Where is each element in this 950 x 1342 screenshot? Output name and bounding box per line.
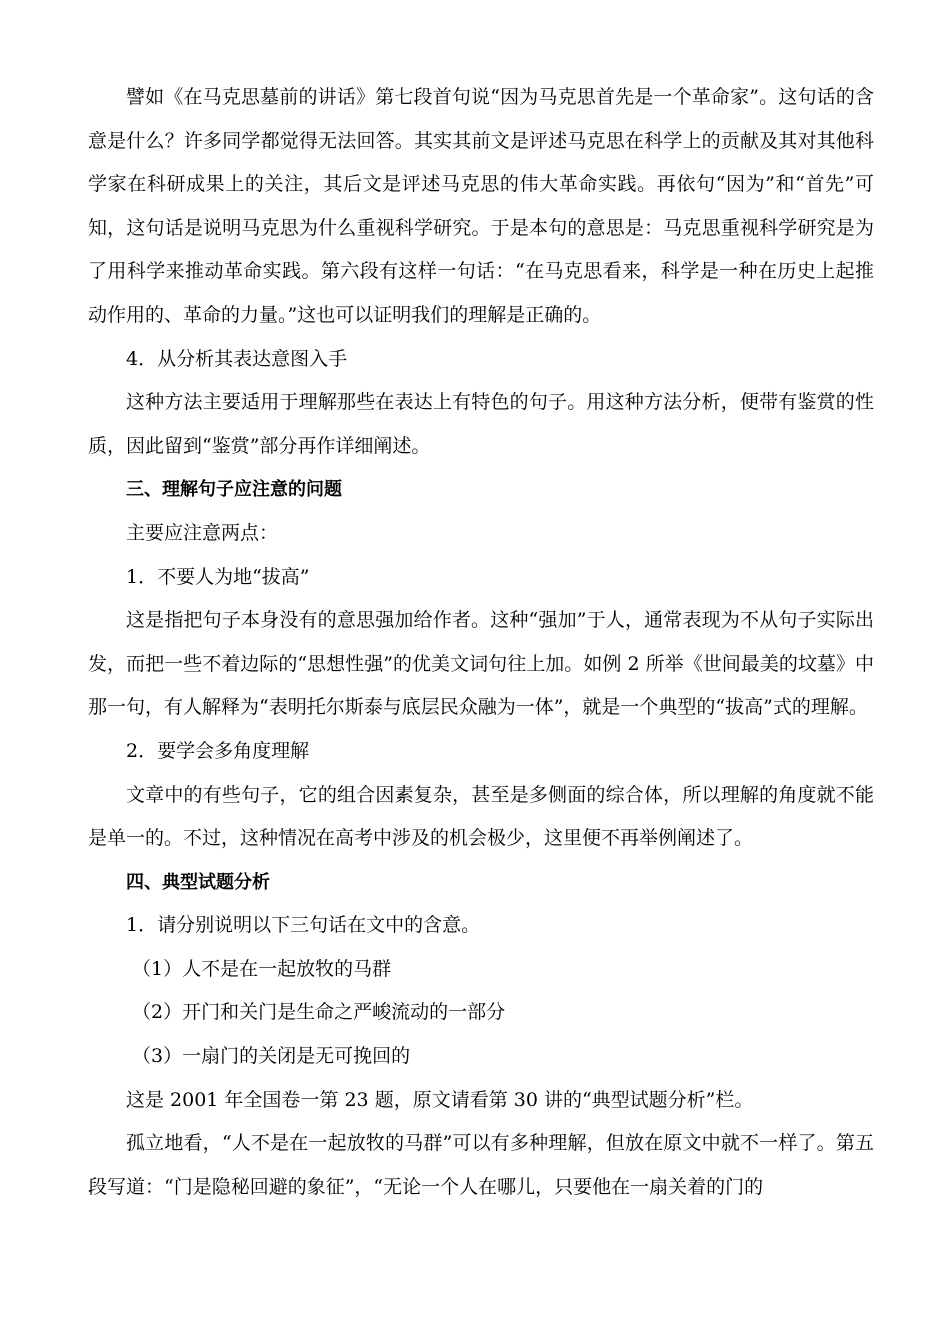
document-page: [88, 76, 874, 1209]
paragraph-multi-angle: 文章中的有些句子，它的组合因素复杂，甚至是多侧面的综合体，所以理解的角度就不能是单一的。不过，这种情况在高考中涉及的机会极少，这里便不再举例阐述了。: [88, 783, 874, 850]
subheading-multi-angle: 2．要学会多角度理解: [126, 739, 310, 762]
paragraph-marx-example: 譬如《在马克思墓前的讲话》第七段首句说“因为马克思首先是一个革命家”。这句话的含意是什么？许多同学都觉得无法回答。其实其前文是评述马克思在科学上的贡献及其对其他科学家在科研成果上的关注，其后文是评述马克思的伟大革命实践。再依句“因为”和“首先”可知，这句话是说明马克思为什么重视科学研究。于是本句的意思是：马克思重视科学研究是为了用科学来推动革命实践。第六段有这样一句话：“在马克思看来，科学是一种在历史上起推动作用的、革命的力量。”这也可以证明我们的理解是正确的。: [88, 86, 874, 326]
question-1-item-3: （3）一扇门的关闭是无可挽回的: [132, 1045, 411, 1068]
paragraph-two-points: 主要应注意两点：: [126, 521, 279, 544]
section-heading-3: 三、理解句子应注意的问题: [126, 479, 342, 501]
subheading-no-exaggeration: 1．不要人为地“拔高”: [126, 565, 310, 588]
paragraph-analysis: 孤立地看，“人不是在一起放牧的马群”可以有多种理解，但放在原文中就不一样了。第五段写道：“门是隐秘回避的象征”，“无论一个人在哪儿，只要他在一扇关着的门的: [88, 1132, 874, 1198]
paragraph-method-note: 这种方法主要适用于理解那些在表达上有特色的句子。用这种方法分析，便带有鉴赏的性质，因此留到“鉴赏”部分再作详细阐述。: [88, 391, 874, 457]
section-heading-4: 四、典型试题分析: [126, 871, 270, 893]
question-1-item-1: （1）人不是在一起放牧的马群: [132, 957, 392, 980]
paragraph-source-note: 这是 2001 年全国卷一第 23 题，原文请看第 30 讲的“典型试题分析”栏。: [126, 1088, 754, 1111]
paragraph-exaggeration: 这是指把句子本身没有的意思强加给作者。这种“强加”于人，通常表现为不从句子实际出发，而把一些不着边际的“思想性强”的优美文词句往上加。如例 2 所举《世间最美的坟墓》中那一句，有人解释为“表明托尔斯泰与底层民众融为一体”，就是一个典型的“拔高”式的理解。: [88, 609, 874, 719]
question-1: 1．请分别说明以下三句话在文中的含意。: [126, 914, 481, 937]
question-1-item-2: （2）开门和关门是生命之严峻流动的一部分: [132, 1001, 506, 1024]
subheading-expression-intent: 4．从分析其表达意图入手: [126, 347, 348, 370]
